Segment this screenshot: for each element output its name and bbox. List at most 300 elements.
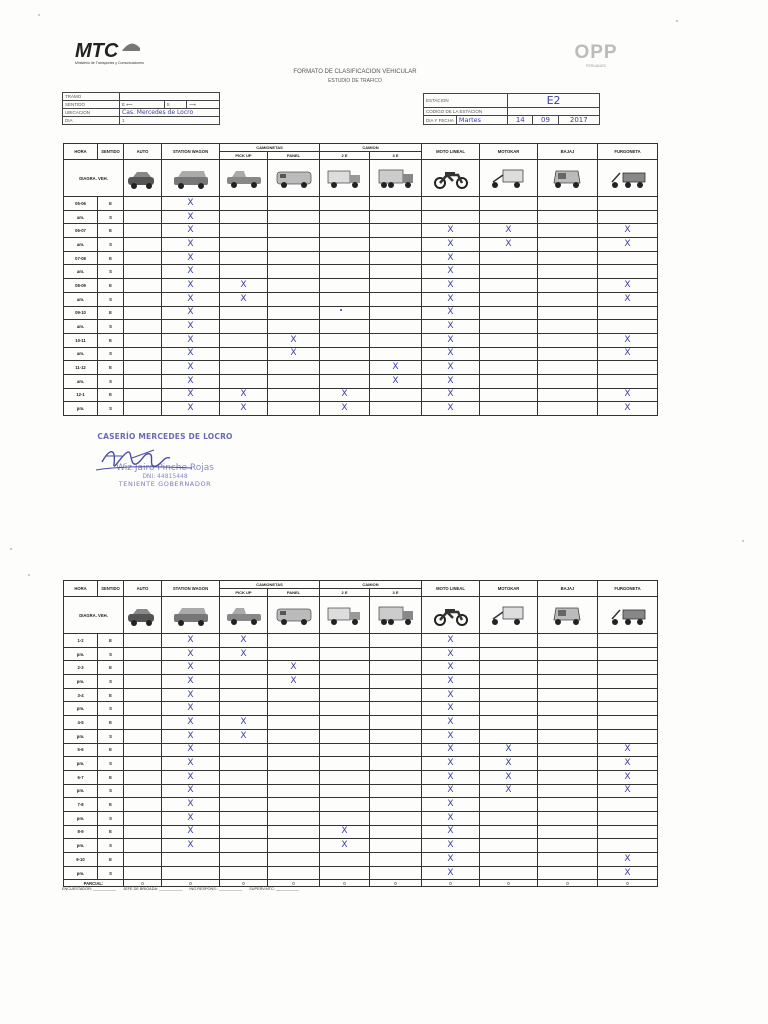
count-cell[interactable] xyxy=(268,716,320,730)
count-cell[interactable] xyxy=(320,811,370,825)
count-cell[interactable] xyxy=(124,388,162,402)
count-cell[interactable] xyxy=(480,320,538,334)
count-cell[interactable] xyxy=(538,374,598,388)
count-cell[interactable] xyxy=(220,333,268,347)
count-cell[interactable] xyxy=(370,839,422,853)
count-cell[interactable] xyxy=(124,374,162,388)
count-cell[interactable]: X xyxy=(598,292,658,306)
count-cell[interactable] xyxy=(598,661,658,675)
count-cell[interactable] xyxy=(124,743,162,757)
count-cell[interactable] xyxy=(370,347,422,361)
count-cell[interactable] xyxy=(268,306,320,320)
count-cell[interactable] xyxy=(320,374,370,388)
count-cell[interactable]: X xyxy=(598,224,658,238)
count-cell[interactable] xyxy=(538,825,598,839)
count-cell[interactable] xyxy=(320,292,370,306)
sentido-s[interactable] xyxy=(164,101,187,109)
count-cell[interactable] xyxy=(124,210,162,224)
count-cell[interactable] xyxy=(370,402,422,416)
count-cell[interactable]: X xyxy=(598,770,658,784)
count-cell[interactable] xyxy=(320,688,370,702)
count-cell[interactable]: X xyxy=(162,647,220,661)
count-cell[interactable]: X xyxy=(162,388,220,402)
count-cell[interactable]: X xyxy=(422,265,480,279)
count-cell[interactable] xyxy=(480,729,538,743)
count-cell[interactable] xyxy=(162,866,220,880)
count-cell[interactable] xyxy=(124,729,162,743)
count-cell[interactable] xyxy=(480,292,538,306)
count-cell[interactable]: X xyxy=(422,320,480,334)
count-cell[interactable] xyxy=(598,839,658,853)
count-cell[interactable] xyxy=(320,634,370,648)
count-cell[interactable] xyxy=(370,210,422,224)
count-cell[interactable] xyxy=(268,251,320,265)
count-cell[interactable] xyxy=(598,675,658,689)
count-cell[interactable] xyxy=(480,197,538,211)
count-cell[interactable] xyxy=(538,361,598,375)
count-cell[interactable]: X xyxy=(598,333,658,347)
count-cell[interactable]: X xyxy=(598,757,658,771)
count-cell[interactable] xyxy=(220,197,268,211)
count-cell[interactable] xyxy=(598,197,658,211)
sentido-e[interactable] xyxy=(120,101,165,109)
count-cell[interactable] xyxy=(124,757,162,771)
count-cell[interactable]: X xyxy=(162,238,220,252)
count-cell[interactable]: X xyxy=(220,716,268,730)
count-cell[interactable] xyxy=(124,333,162,347)
count-cell[interactable]: X xyxy=(268,661,320,675)
count-cell[interactable] xyxy=(480,688,538,702)
count-cell[interactable] xyxy=(320,770,370,784)
count-cell[interactable] xyxy=(124,784,162,798)
count-cell[interactable]: X xyxy=(162,333,220,347)
count-cell[interactable] xyxy=(538,784,598,798)
count-cell[interactable]: X xyxy=(422,729,480,743)
count-cell[interactable]: X xyxy=(162,634,220,648)
count-cell[interactable] xyxy=(480,647,538,661)
count-cell[interactable] xyxy=(320,320,370,334)
count-cell[interactable]: X xyxy=(422,825,480,839)
count-cell[interactable] xyxy=(268,224,320,238)
count-cell[interactable]: X xyxy=(422,279,480,293)
count-cell[interactable]: X xyxy=(162,688,220,702)
count-cell[interactable] xyxy=(220,224,268,238)
count-cell[interactable] xyxy=(598,320,658,334)
count-cell[interactable] xyxy=(268,361,320,375)
count-cell[interactable] xyxy=(320,197,370,211)
count-cell[interactable] xyxy=(124,853,162,867)
count-cell[interactable] xyxy=(320,702,370,716)
count-cell[interactable] xyxy=(598,265,658,279)
count-cell[interactable]: X xyxy=(370,361,422,375)
count-cell[interactable] xyxy=(320,757,370,771)
count-cell[interactable] xyxy=(480,798,538,812)
count-cell[interactable] xyxy=(320,279,370,293)
count-cell[interactable]: X xyxy=(162,839,220,853)
dia-value[interactable]: 1 xyxy=(120,117,220,125)
count-cell[interactable] xyxy=(124,647,162,661)
count-cell[interactable] xyxy=(480,661,538,675)
count-cell[interactable]: X xyxy=(422,292,480,306)
count-cell[interactable] xyxy=(598,306,658,320)
count-cell[interactable]: X xyxy=(162,210,220,224)
count-cell[interactable] xyxy=(598,729,658,743)
count-cell[interactable] xyxy=(480,251,538,265)
count-cell[interactable] xyxy=(480,265,538,279)
count-cell[interactable] xyxy=(598,210,658,224)
count-cell[interactable] xyxy=(320,784,370,798)
count-cell[interactable] xyxy=(370,333,422,347)
count-cell[interactable] xyxy=(370,743,422,757)
count-cell[interactable] xyxy=(480,361,538,375)
count-cell[interactable] xyxy=(320,647,370,661)
count-cell[interactable] xyxy=(220,361,268,375)
count-cell[interactable]: X xyxy=(162,279,220,293)
count-cell[interactable] xyxy=(124,634,162,648)
count-cell[interactable]: X xyxy=(422,853,480,867)
count-cell[interactable] xyxy=(370,320,422,334)
count-cell[interactable] xyxy=(370,716,422,730)
count-cell[interactable] xyxy=(220,853,268,867)
count-cell[interactable] xyxy=(268,757,320,771)
count-cell[interactable] xyxy=(598,251,658,265)
count-cell[interactable]: X xyxy=(422,347,480,361)
count-cell[interactable] xyxy=(124,347,162,361)
count-cell[interactable]: X xyxy=(162,716,220,730)
count-cell[interactable] xyxy=(124,839,162,853)
count-cell[interactable] xyxy=(480,374,538,388)
count-cell[interactable] xyxy=(220,825,268,839)
count-cell[interactable] xyxy=(320,251,370,265)
count-cell[interactable] xyxy=(370,279,422,293)
count-cell[interactable] xyxy=(480,853,538,867)
count-cell[interactable] xyxy=(538,798,598,812)
count-cell[interactable] xyxy=(268,238,320,252)
count-cell[interactable] xyxy=(598,634,658,648)
count-cell[interactable]: X xyxy=(422,770,480,784)
count-cell[interactable] xyxy=(538,770,598,784)
count-cell[interactable] xyxy=(598,688,658,702)
month-value[interactable]: 09 xyxy=(533,116,558,125)
count-cell[interactable] xyxy=(124,251,162,265)
count-cell[interactable] xyxy=(124,716,162,730)
count-cell[interactable]: X xyxy=(320,402,370,416)
count-cell[interactable] xyxy=(320,238,370,252)
count-cell[interactable] xyxy=(268,197,320,211)
count-cell[interactable] xyxy=(370,224,422,238)
count-cell[interactable] xyxy=(320,798,370,812)
count-cell[interactable]: X xyxy=(422,688,480,702)
count-cell[interactable] xyxy=(538,251,598,265)
count-cell[interactable] xyxy=(480,839,538,853)
count-cell[interactable] xyxy=(538,388,598,402)
count-cell[interactable] xyxy=(370,825,422,839)
count-cell[interactable]: X xyxy=(422,374,480,388)
count-cell[interactable]: X xyxy=(162,347,220,361)
count-cell[interactable] xyxy=(598,716,658,730)
count-cell[interactable] xyxy=(320,661,370,675)
count-cell[interactable]: X xyxy=(598,402,658,416)
count-cell[interactable] xyxy=(220,675,268,689)
dia-semana-value[interactable]: Martes xyxy=(456,116,507,125)
count-cell[interactable] xyxy=(370,853,422,867)
count-cell[interactable]: X xyxy=(220,729,268,743)
count-cell[interactable] xyxy=(370,238,422,252)
count-cell[interactable] xyxy=(320,306,370,320)
count-cell[interactable]: X xyxy=(422,675,480,689)
count-cell[interactable] xyxy=(220,210,268,224)
count-cell[interactable]: X xyxy=(598,347,658,361)
count-cell[interactable] xyxy=(268,743,320,757)
count-cell[interactable] xyxy=(320,853,370,867)
count-cell[interactable] xyxy=(370,647,422,661)
count-cell[interactable] xyxy=(124,675,162,689)
count-cell[interactable]: X xyxy=(598,784,658,798)
count-cell[interactable]: X xyxy=(162,798,220,812)
count-cell[interactable] xyxy=(538,853,598,867)
count-cell[interactable] xyxy=(480,634,538,648)
count-cell[interactable] xyxy=(538,347,598,361)
count-cell[interactable] xyxy=(370,661,422,675)
count-cell[interactable] xyxy=(538,292,598,306)
count-cell[interactable]: X xyxy=(162,402,220,416)
count-cell[interactable]: X xyxy=(480,770,538,784)
count-cell[interactable] xyxy=(538,661,598,675)
count-cell[interactable] xyxy=(124,265,162,279)
count-cell[interactable]: X xyxy=(162,361,220,375)
count-cell[interactable]: X xyxy=(422,251,480,265)
count-cell[interactable]: X xyxy=(220,402,268,416)
year-value[interactable]: 2017 xyxy=(558,116,599,125)
count-cell[interactable]: X xyxy=(162,197,220,211)
count-cell[interactable] xyxy=(370,688,422,702)
count-cell[interactable]: X xyxy=(598,743,658,757)
count-cell[interactable]: X xyxy=(162,224,220,238)
count-cell[interactable] xyxy=(220,757,268,771)
count-cell[interactable]: X xyxy=(320,388,370,402)
count-cell[interactable]: X xyxy=(370,374,422,388)
count-cell[interactable] xyxy=(480,306,538,320)
count-cell[interactable] xyxy=(370,675,422,689)
count-cell[interactable] xyxy=(538,402,598,416)
count-cell[interactable] xyxy=(124,402,162,416)
count-cell[interactable] xyxy=(268,825,320,839)
count-cell[interactable] xyxy=(268,688,320,702)
count-cell[interactable]: X xyxy=(162,770,220,784)
count-cell[interactable] xyxy=(538,210,598,224)
count-cell[interactable] xyxy=(268,388,320,402)
count-cell[interactable]: X xyxy=(422,743,480,757)
count-cell[interactable] xyxy=(268,265,320,279)
count-cell[interactable] xyxy=(220,238,268,252)
count-cell[interactable]: X xyxy=(162,702,220,716)
count-cell[interactable] xyxy=(268,210,320,224)
count-cell[interactable] xyxy=(598,702,658,716)
count-cell[interactable]: X xyxy=(268,347,320,361)
count-cell[interactable] xyxy=(370,197,422,211)
count-cell[interactable] xyxy=(268,853,320,867)
count-cell[interactable] xyxy=(370,292,422,306)
count-cell[interactable] xyxy=(370,757,422,771)
count-cell[interactable]: X xyxy=(422,757,480,771)
count-cell[interactable]: X xyxy=(162,306,220,320)
count-cell[interactable]: X xyxy=(480,238,538,252)
count-cell[interactable] xyxy=(538,757,598,771)
count-cell[interactable] xyxy=(480,825,538,839)
count-cell[interactable] xyxy=(480,333,538,347)
count-cell[interactable]: X xyxy=(320,839,370,853)
count-cell[interactable] xyxy=(370,702,422,716)
count-cell[interactable] xyxy=(538,320,598,334)
count-cell[interactable]: X xyxy=(422,798,480,812)
count-cell[interactable] xyxy=(370,388,422,402)
count-cell[interactable] xyxy=(220,811,268,825)
count-cell[interactable] xyxy=(480,716,538,730)
count-cell[interactable] xyxy=(268,784,320,798)
count-cell[interactable] xyxy=(538,306,598,320)
count-cell[interactable] xyxy=(124,292,162,306)
count-cell[interactable] xyxy=(124,197,162,211)
count-cell[interactable] xyxy=(268,634,320,648)
count-cell[interactable] xyxy=(320,361,370,375)
count-cell[interactable] xyxy=(220,320,268,334)
count-cell[interactable] xyxy=(124,688,162,702)
count-cell[interactable]: X xyxy=(162,675,220,689)
count-cell[interactable]: X xyxy=(598,853,658,867)
count-cell[interactable]: X xyxy=(220,388,268,402)
count-cell[interactable]: X xyxy=(480,224,538,238)
count-cell[interactable] xyxy=(538,702,598,716)
count-cell[interactable]: X xyxy=(162,743,220,757)
count-cell[interactable]: X xyxy=(422,402,480,416)
count-cell[interactable] xyxy=(320,716,370,730)
count-cell[interactable]: X xyxy=(422,784,480,798)
estacion-value[interactable]: E2 xyxy=(508,94,600,108)
count-cell[interactable] xyxy=(268,839,320,853)
count-cell[interactable] xyxy=(370,306,422,320)
count-cell[interactable] xyxy=(370,811,422,825)
count-cell[interactable] xyxy=(320,224,370,238)
count-cell[interactable] xyxy=(538,333,598,347)
count-cell[interactable]: X xyxy=(422,839,480,853)
count-cell[interactable]: X xyxy=(422,634,480,648)
count-cell[interactable]: X xyxy=(422,333,480,347)
count-cell[interactable] xyxy=(370,866,422,880)
count-cell[interactable] xyxy=(480,702,538,716)
count-cell[interactable] xyxy=(268,292,320,306)
count-cell[interactable]: X xyxy=(422,716,480,730)
count-cell[interactable]: X xyxy=(422,647,480,661)
count-cell[interactable] xyxy=(538,743,598,757)
count-cell[interactable] xyxy=(268,647,320,661)
count-cell[interactable] xyxy=(370,265,422,279)
count-cell[interactable] xyxy=(320,265,370,279)
count-cell[interactable] xyxy=(220,374,268,388)
count-cell[interactable] xyxy=(124,320,162,334)
count-cell[interactable] xyxy=(220,251,268,265)
count-cell[interactable] xyxy=(220,688,268,702)
count-cell[interactable]: X xyxy=(162,729,220,743)
count-cell[interactable]: X xyxy=(598,279,658,293)
count-cell[interactable] xyxy=(320,347,370,361)
count-cell[interactable] xyxy=(370,251,422,265)
count-cell[interactable] xyxy=(124,306,162,320)
count-cell[interactable]: X xyxy=(268,333,320,347)
count-cell[interactable]: X xyxy=(162,825,220,839)
count-cell[interactable] xyxy=(268,402,320,416)
count-cell[interactable] xyxy=(268,279,320,293)
count-cell[interactable]: X xyxy=(422,306,480,320)
count-cell[interactable] xyxy=(220,866,268,880)
count-cell[interactable] xyxy=(320,333,370,347)
count-cell[interactable] xyxy=(320,866,370,880)
count-cell[interactable]: X xyxy=(162,784,220,798)
count-cell[interactable]: X xyxy=(162,292,220,306)
count-cell[interactable] xyxy=(538,866,598,880)
count-cell[interactable] xyxy=(268,811,320,825)
count-cell[interactable] xyxy=(268,729,320,743)
count-cell[interactable]: X xyxy=(162,374,220,388)
count-cell[interactable] xyxy=(538,647,598,661)
count-cell[interactable] xyxy=(268,702,320,716)
count-cell[interactable] xyxy=(220,306,268,320)
count-cell[interactable] xyxy=(268,770,320,784)
count-cell[interactable] xyxy=(124,238,162,252)
count-cell[interactable]: X xyxy=(162,251,220,265)
count-cell[interactable]: X xyxy=(598,238,658,252)
count-cell[interactable] xyxy=(124,702,162,716)
count-cell[interactable] xyxy=(538,265,598,279)
count-cell[interactable] xyxy=(124,279,162,293)
count-cell[interactable]: X xyxy=(598,866,658,880)
count-cell[interactable] xyxy=(124,361,162,375)
count-cell[interactable]: X xyxy=(422,361,480,375)
count-cell[interactable] xyxy=(220,770,268,784)
count-cell[interactable] xyxy=(370,784,422,798)
count-cell[interactable] xyxy=(480,279,538,293)
count-cell[interactable]: X xyxy=(320,825,370,839)
count-cell[interactable] xyxy=(538,675,598,689)
count-cell[interactable]: X xyxy=(422,661,480,675)
day-value[interactable]: 14 xyxy=(508,116,533,125)
count-cell[interactable] xyxy=(124,798,162,812)
count-cell[interactable] xyxy=(538,839,598,853)
count-cell[interactable] xyxy=(422,210,480,224)
count-cell[interactable]: X xyxy=(162,320,220,334)
count-cell[interactable]: X xyxy=(422,866,480,880)
count-cell[interactable] xyxy=(268,798,320,812)
count-cell[interactable] xyxy=(480,347,538,361)
count-cell[interactable] xyxy=(320,675,370,689)
count-cell[interactable] xyxy=(422,197,480,211)
count-cell[interactable] xyxy=(124,224,162,238)
count-cell[interactable]: X xyxy=(268,675,320,689)
count-cell[interactable] xyxy=(538,279,598,293)
count-cell[interactable] xyxy=(220,702,268,716)
count-cell[interactable]: X xyxy=(422,388,480,402)
count-cell[interactable]: X xyxy=(220,647,268,661)
count-cell[interactable] xyxy=(538,716,598,730)
count-cell[interactable] xyxy=(220,661,268,675)
count-cell[interactable] xyxy=(162,853,220,867)
tramo-field[interactable] xyxy=(120,93,220,101)
count-cell[interactable] xyxy=(480,402,538,416)
count-cell[interactable] xyxy=(320,729,370,743)
count-cell[interactable] xyxy=(480,388,538,402)
count-cell[interactable] xyxy=(370,770,422,784)
count-cell[interactable]: X xyxy=(162,661,220,675)
count-cell[interactable] xyxy=(124,866,162,880)
